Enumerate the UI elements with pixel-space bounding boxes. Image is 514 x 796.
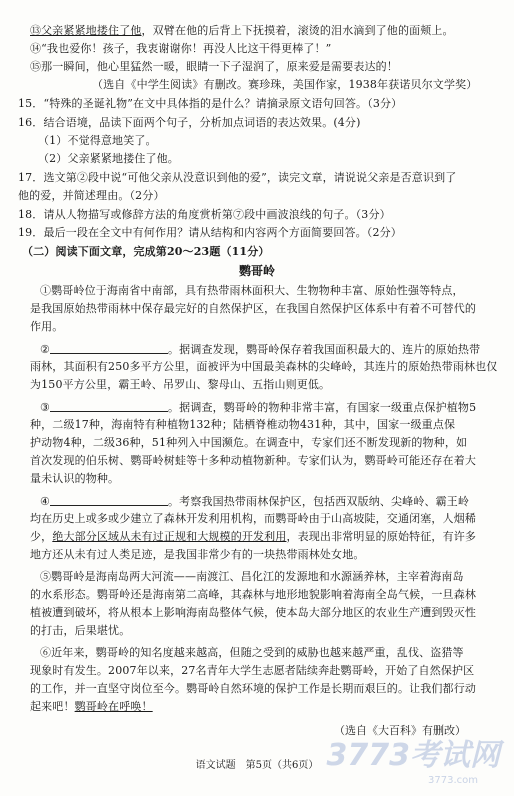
p6-line-4 [30, 700, 153, 714]
p6-line-1: ⑥近年来，鹦哥岭的知名度越来越高，但随之受到的威胁也越来越严重，乱伐、盗猎等 [40, 646, 464, 659]
p3-number: ③ [40, 401, 51, 414]
question-19: 19．最后一段在全文中有何作用？请从结构和内容两个方面简要回答。（2分） [18, 226, 402, 239]
p1-line-2: 是我国原始热带雨林中保存最完好的自然保护区，在我国自然保护区体系中有着不可替代的 [30, 302, 476, 315]
p3-line-1-text: 。据调查，鹦哥岭的物种非常丰富，有国家一级重点保护植物5 [168, 401, 477, 414]
p3-line-2: 种，二级17种，海南特有种植物132种；陆栖脊椎动物431种，其中，国家一级重点保 [30, 418, 456, 431]
article-title: 鹦哥岭 [238, 264, 275, 278]
p4-line-3-post: ，表现出非常明显的原始特征，有许多 [286, 530, 477, 543]
watermark-url: 3773.com [428, 775, 478, 786]
paragraph-14: ⑭“我也爱你！孩子，我衷谢谢你！再没人比这干得更棒了！” [30, 42, 332, 55]
underlined-hug: ⑬父亲紧紧地搂住了他 [30, 24, 142, 37]
p2-line-3: 为150平方公里，霸王岭、吊罗山、黎母山、五指山则更低。 [30, 378, 331, 391]
question-15: 15．“特殊的圣诞礼物”在文中具体指的是什么？请摘录原文语句回答。（3分） [18, 97, 403, 110]
p3-line-1 [40, 400, 476, 415]
question-17-line-2: 他的爱，并简述理由。（2分） [18, 189, 165, 202]
underlined-call: 鹦哥岭在呼唤！ [74, 700, 153, 713]
section-heading: （二）阅读下面文章，完成第20～23题（11分） [22, 245, 270, 258]
answer-blank-4[interactable] [50, 494, 168, 506]
page-footer: 语文试题 第5页（共6页） [195, 760, 319, 771]
p3-line-3: 护动物4种，二级36种，51种列入中国濒危。在调查中，专家们还不断发现新的物种，如 [30, 436, 468, 449]
question-16-item-2: （2）父亲紧紧地搂住了他。 [38, 152, 179, 165]
p2-line-1 [40, 342, 480, 357]
underlined-phrase: 绝大部分区域从未有过正规和大规模的开发利用 [52, 530, 287, 543]
answer-blank-3[interactable] [50, 400, 168, 412]
p2-number: ② [40, 343, 51, 356]
answer-blank-2[interactable] [50, 342, 168, 354]
p4-line-1-text: 。考察我国热带雨林保护区，包括西双版纳、尖峰岭、霸王岭 [168, 495, 470, 508]
p3-line-5: 量未认识的物种。 [30, 472, 120, 485]
story-source: （选自《中学生阅读》有删改。赛珍珠，美国作家，1938年获诺贝尔文学奖） [92, 78, 478, 91]
p5-line-2: 的水系形态。鹦哥岭还是海南第二高峰，其森林与地形地貌影响着海南全岛气候，一旦森林 [30, 588, 476, 601]
p5-line-4: 的打击，后果堪忧。 [30, 624, 131, 637]
p2-line-2: 雨林，其面积有250多平方公里，面被评为中国最美森林的尖峰岭，其连片的原始热带雨林也仅 [30, 360, 498, 373]
question-18: 18．请从人物描写或修辞方法的角度赏析第⑦段中画波浪线的句子。（3分） [18, 208, 391, 221]
p1-line-3: 作用。 [30, 320, 64, 333]
question-17-line-1: 17．选文第②段中说“可他父亲从没意识到他的爱”，读完文章，请说说父亲是否意识到了 [18, 171, 457, 184]
p5-line-3: 植被遭到破坏，将从根本上影响海南岛整体气候，使本岛大部分地区的农业生产遭到毁灭性 [30, 606, 476, 619]
article-source: （选自《大百科》有删改） [334, 724, 466, 737]
p5-line-1: ⑤鹦哥岭是海南岛两大河流——南渡江、昌化江的发源地和水源涵养林，主宰着海南岛 [40, 570, 464, 583]
p4-line-1 [40, 494, 469, 509]
p1-line-1: ①鹦哥岭位于海南省中南部，具有热带雨林面积大、生物物种丰富、原始性强等特点， [40, 284, 464, 297]
p4-number: ④ [40, 495, 51, 508]
p2-line-1-text: 。据调查发现，鹦哥岭保存着我国面积最大的、连片的原始热带 [168, 343, 481, 356]
paragraph-15: ⑮那一瞬间，他心里猛然一暖，眼睛一下子湿润了，原来爱是需要表达的！ [30, 60, 398, 73]
p6-line-4-pre: 起来吧！ [30, 700, 75, 713]
p4-line-2: 均在历史上或多或少建立了森林开发利用机构，而鹦哥岭由于山高坡陡，交通闭塞，人烟稀 [30, 512, 476, 525]
p6-line-2: 现象时有发生。2007年以来，27名青年大学生志愿者陆续奔赴鹦哥岭，开始了自然保护区 [30, 664, 475, 677]
p4-line-4: 地方还从未有过人类足迹，是我国非常少有的一块热带雨林处女地。 [30, 548, 365, 561]
p4-line-3-pre: 少， [30, 530, 53, 543]
watermark-logo: 3773考试网 [326, 738, 500, 773]
p3-line-4: 首次发现的伯乐树、鹦哥岭树蛙等十多种动植物新种。专家们认为，鹦哥岭可能还存在着大 [30, 454, 476, 467]
paragraph-13-rest: ，双臂在他的后背上下抚摸着，滚烫的泪水滴到了他的面颊上。 [141, 24, 454, 37]
paragraph-13 [30, 24, 454, 38]
p6-line-3: 的工作，并一直坚守岗位至今。鹦哥岭自然环境的保护工作是长期而艰巨的。让我们都行动 [30, 682, 476, 695]
p4-line-3 [30, 530, 476, 544]
question-16: 16．结合语境，品读下面两个句子，分析加点词语的表达效果。(4分) [18, 116, 361, 129]
question-16-item-1: （1）不觉得意地笑了。 [38, 134, 157, 147]
